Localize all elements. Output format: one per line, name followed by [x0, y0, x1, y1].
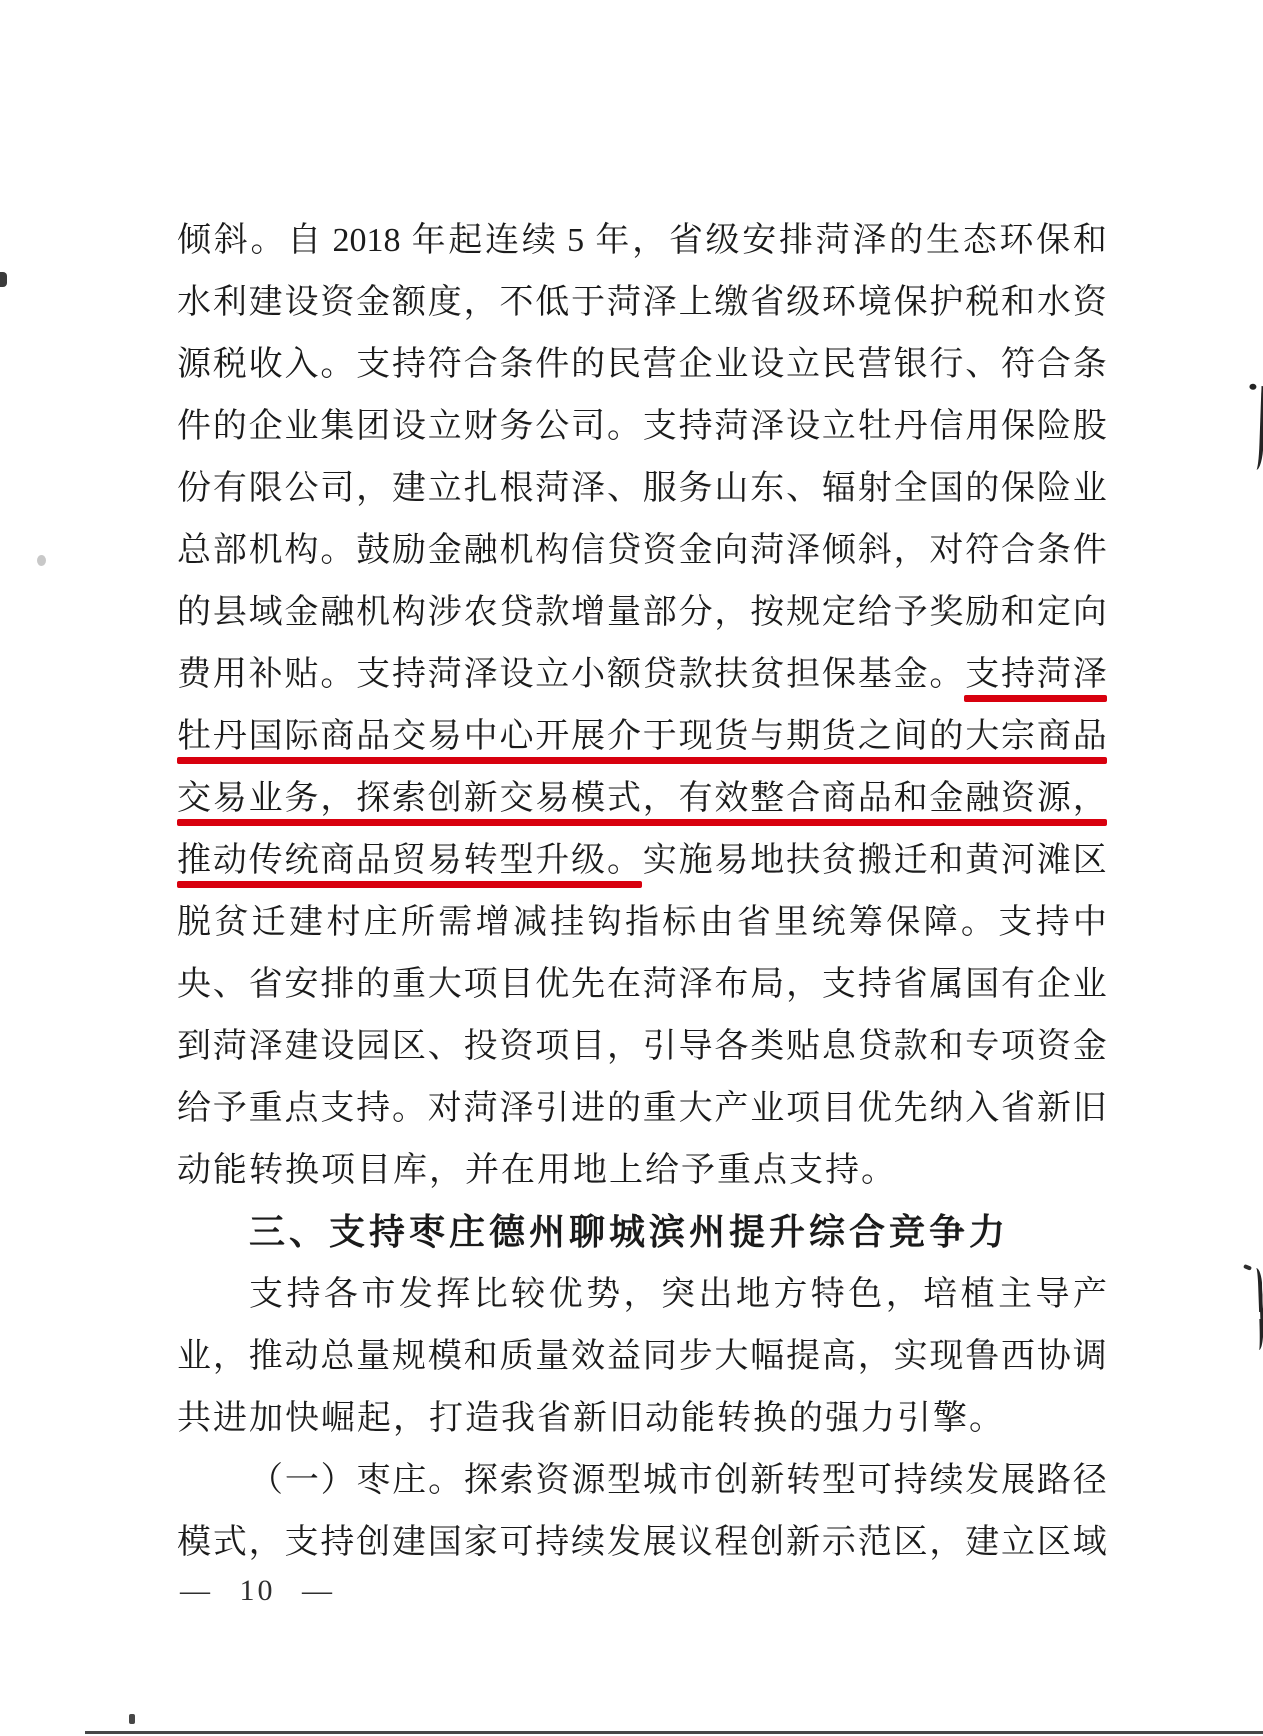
text-line-12: 脱 贫 迁 建 村 庄 所 需 增 减 挂 钩 指 标 由 省 里 统 筹 保 障 。 支 持 中 [177, 904, 1107, 941]
text-line-18: 支 持 各 市 发 挥 比 较 优 势 ， 突 出 地 方 特 色 ， 培 植 主 导 产 [249, 1276, 1107, 1313]
text-line-10: 交 易 业 务 ， 探 索 创 新 交 易 模 式 ， 有 效 整 合 商 品 和 金 融 资 源 ， [177, 777, 1107, 827]
scan-speck [129, 1714, 135, 1724]
text-line-20: 共进加快崛起，打造我省新旧动能转换的强力引擎。 [177, 1400, 1005, 1437]
margin-pen-mark [1253, 1268, 1263, 1350]
text-line-3: 源 税 收 入 。 支 持 符 合 条 件 的 民 营 企 业 设 立 民 营 银 行 、 符 合 条 [177, 346, 1107, 383]
text-line-4: 件 的 企 业 集 团 设 立 财 务 公 司 。 支 持 菏 泽 设 立 牡 丹 信 用 保 险 股 [177, 408, 1107, 445]
section-heading: 三、支持枣庄德州聊城滨州提升综合竞争力 [249, 1212, 1010, 1253]
red-underline-annotation [177, 819, 1107, 826]
page-number: — 10 — [180, 1574, 335, 1607]
scan-speck [37, 555, 46, 566]
text-line-14: 到 菏 泽 建 设 园 区 、 投 资 项 目 ， 引 导 各 类 贴 息 贷 款 和 专 项 资 金 [177, 1028, 1107, 1065]
red-underline-annotation [177, 881, 642, 888]
text-line-16: 动能转换项目库，并在用地上给予重点支持。 [177, 1152, 897, 1189]
margin-pen-mark [1254, 386, 1263, 470]
text-line-9: 牡 丹 国 际 商 品 交 易 中 心 开 展 介 于 现 货 与 期 货 之 间 的 大 宗 商 品 [177, 715, 1107, 765]
text-line-8: 费 用 补 贴 。 支 持 菏 泽 设 立 小 额 贷 款 扶 贫 担 保 基 金 。 支 持 菏 泽 [177, 653, 1107, 703]
text-line-15: 给 予 重 点 支 持 。 对 菏 泽 引 进 的 重 大 产 业 项 目 优 先 纳 入 省 新 旧 [177, 1090, 1107, 1127]
text-line-5: 份 有 限 公 司 ， 建 立 扎 根 菏 泽 、 服 务 山 东 、 辐 射 全 国 的 保 险 业 [177, 470, 1107, 507]
red-underline-annotation [177, 757, 1107, 764]
text-line-13: 央 、 省 安 排 的 重 大 项 目 优 先 在 菏 泽 布 局 ， 支 持 省 属 国 有 企 业 [177, 966, 1107, 1003]
text-line-22: 模 式 ， 支 持 创 建 国 家 可 持 续 发 展 议 程 创 新 示 范 区 ， 建 立 区 域 [177, 1524, 1107, 1561]
text-line-11: 推 动 传 统 商 品 贸 易 转 型 升 级 。 实 施 易 地 扶 贫 搬 迁 和 黄 河 滩 区 [177, 839, 1107, 889]
text-line-19: 业 ， 推 动 总 量 规 模 和 质 量 效 益 同 步 大 幅 提 高 ， 实 现 鲁 西 协 调 [177, 1338, 1107, 1375]
scan-edge-line [85, 1731, 1263, 1734]
red-underline-annotation [964, 695, 1107, 702]
text-line-7: 的 县 域 金 融 机 构 涉 农 贷 款 增 量 部 分 ， 按 规 定 给 予 奖 励 和 定 向 [177, 594, 1107, 631]
scan-speck [0, 272, 7, 287]
text-line-21: （ 一 ） 枣 庄 。 探 索 资 源 型 城 市 创 新 转 型 可 持 续 发 展 路 径 [249, 1462, 1107, 1499]
text-line-6: 总 部 机 构 。 鼓 励 金 融 机 构 信 贷 资 金 向 菏 泽 倾 斜 ， 对 符 合 条 件 [177, 532, 1107, 569]
text-line-1: 倾 斜 。 自 2018 年 起 连 续 5 年 ， 省 级 安 排 菏 泽 的 生 态 环 保 和 [177, 222, 1107, 259]
text-line-2: 水 利 建 设 资 金 额 度 ， 不 低 于 菏 泽 上 缴 省 级 环 境 保 护 税 和 水 资 [177, 284, 1107, 321]
